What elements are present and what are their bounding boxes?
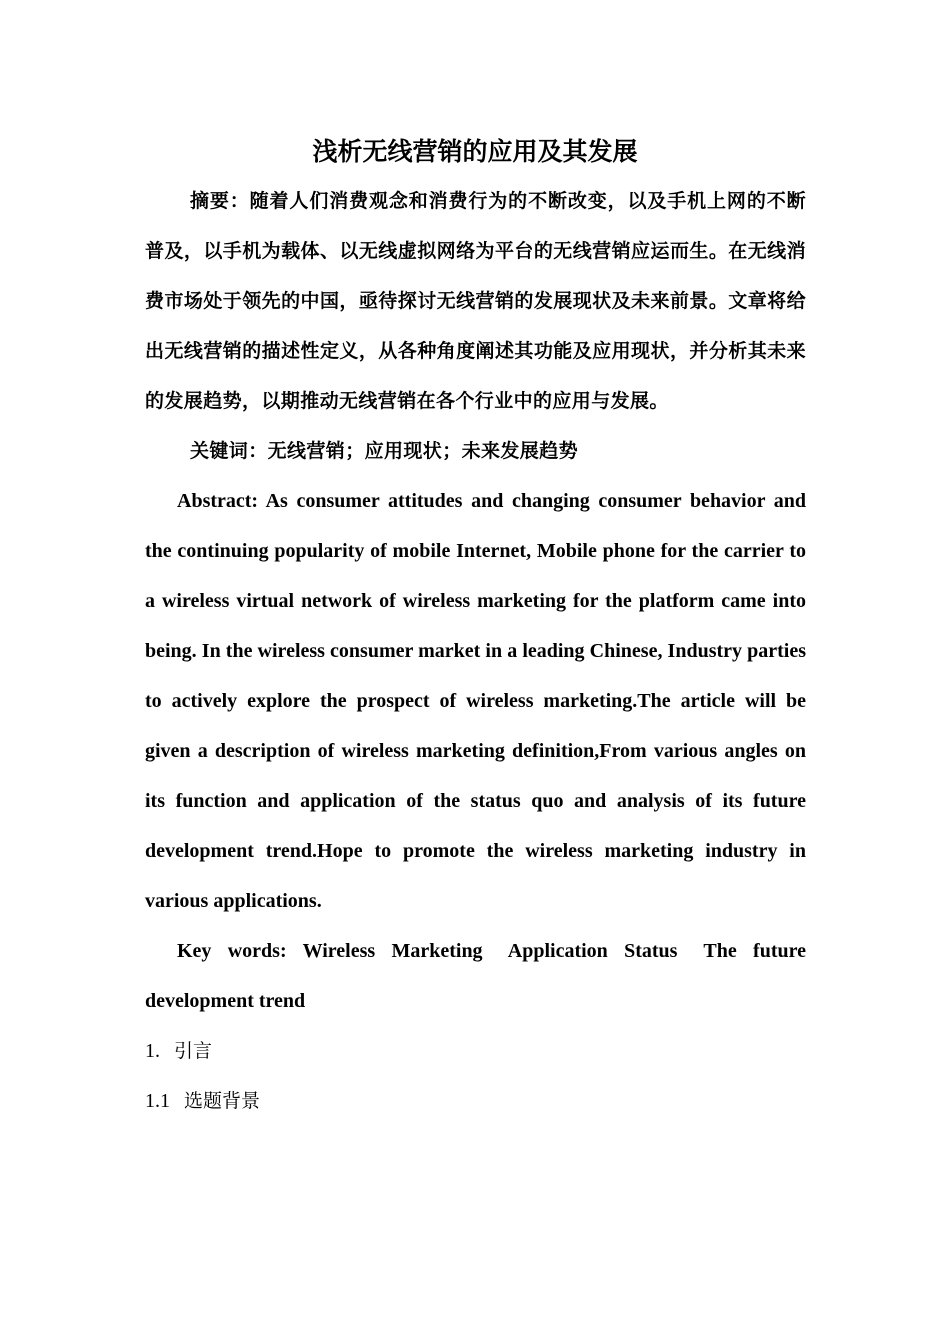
chinese-keywords: 关键词：无线营销；应用现状；未来发展趋势	[190, 440, 579, 462]
english-keywords	[145, 926, 806, 1026]
english-keyword: Application Status	[507, 940, 678, 962]
section-number: 1.1	[145, 1090, 170, 1112]
english-keyword: The future development trend	[145, 940, 806, 1012]
document-title: 浅析无线营销的应用及其发展	[312, 137, 638, 166]
english-abstract: Abstract: As consumer attitudes and changing consumer behavior and the continuing popularity of mobile Internet, Mobile phone for the carrier to a wireless virtual network of wireless marketing for the platform came into being. In the wireless consumer market in a leading Chinese, Industry parties to actively explore the prospect of wireless marketing.The article will be given a description of wireless marketing definition,From various angles on its function and application of the status quo and analysis of its future development trend.Hope to promote the wireless marketing industry in various applications.	[145, 490, 806, 912]
document-body	[145, 176, 806, 1126]
section-heading-introduction	[145, 1026, 806, 1076]
english-keywords-label: Key words:	[177, 940, 287, 962]
english-keyword: Wireless Marketing	[302, 940, 483, 962]
section-title: 选题背景	[184, 1090, 261, 1112]
section-number: 1.	[145, 1040, 160, 1062]
section-heading-background	[145, 1076, 806, 1126]
chinese-abstract: 摘要：随着人们消费观念和消费行为的不断改变，以及手机上网的不断普及，以手机为载体、以无线虚拟网络为平台的无线营销应运而生。在无线消费市场处于领先的中国，亟待探讨无线营销的发展现状及未来前景。文章将给出无线营销的描述性定义，从各种角度阐述其功能及应用现状，并分析其未来的发展趋势，以期推动无线营销在各个行业中的应用与发展。	[145, 190, 806, 412]
section-title: 引言	[174, 1040, 213, 1062]
